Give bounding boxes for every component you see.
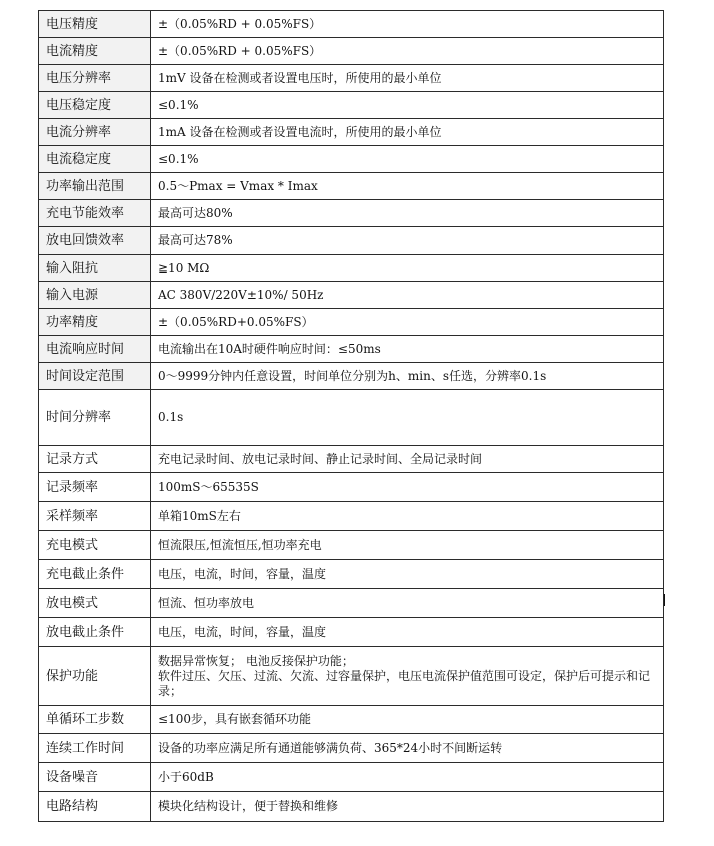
row-label: 单循环工步数 [39, 706, 151, 734]
table-row [39, 282, 664, 309]
row-value: 充电记录时间、放电记录时间、静止记录时间、全局记录时间 [151, 446, 664, 473]
table-row [39, 173, 664, 200]
row-value: 1mV 设备在检测或者设置电压时，所使用的最小单位 [151, 65, 664, 92]
table-row [39, 200, 664, 227]
row-label: 电压稳定度 [39, 92, 151, 119]
table-row [39, 792, 664, 822]
row-label: 充电模式 [39, 531, 151, 560]
row-label: 放电截止条件 [39, 618, 151, 647]
table-row [39, 706, 664, 734]
table-row [39, 734, 664, 763]
row-label: 电路结构 [39, 792, 151, 822]
text-cursor [664, 594, 665, 606]
row-value: ≧10 MΩ [151, 255, 664, 282]
row-value: 电压，电流，时间，容量，温度 [151, 560, 664, 589]
table-row [39, 255, 664, 282]
table-row [39, 647, 664, 706]
table-row [39, 473, 664, 502]
table-row [39, 363, 664, 390]
row-value: ±（0.05%RD+0.05%FS） [151, 309, 664, 336]
row-value: ≤100步，具有嵌套循环功能 [151, 706, 664, 734]
row-value: 设备的功率应满足所有通道能够满负荷、365*24小时不间断运转 [151, 734, 664, 763]
table-row [39, 146, 664, 173]
table-row [39, 227, 664, 255]
table-row [39, 11, 664, 38]
row-label: 功率精度 [39, 309, 151, 336]
table-row [39, 65, 664, 92]
table-row [39, 336, 664, 363]
row-value: 最高可达80% [151, 200, 664, 227]
row-label: 放电回馈效率 [39, 227, 151, 255]
row-label: 放电模式 [39, 589, 151, 618]
table-row [39, 309, 664, 336]
row-label: 时间分辨率 [39, 390, 151, 446]
table-row [39, 92, 664, 119]
table-row [39, 502, 664, 531]
row-label: 设备噪音 [39, 763, 151, 792]
row-label: 充电节能效率 [39, 200, 151, 227]
row-label: 充电截止条件 [39, 560, 151, 589]
row-label: 记录方式 [39, 446, 151, 473]
table-row [39, 618, 664, 647]
row-value: 单箱10mS左右 [151, 502, 664, 531]
row-value: 1mA 设备在检测或者设置电流时，所使用的最小单位 [151, 119, 664, 146]
row-value: 模块化结构设计，便于替换和维修 [151, 792, 664, 822]
row-label: 采样频率 [39, 502, 151, 531]
row-label: 功率输出范围 [39, 173, 151, 200]
table-row [39, 119, 664, 146]
row-value: 小于60dB [151, 763, 664, 792]
row-value: 最高可达78% [151, 227, 664, 255]
row-value: 100mS～65535S [151, 473, 664, 502]
row-label: 电压分辨率 [39, 65, 151, 92]
row-label: 电流稳定度 [39, 146, 151, 173]
row-label: 输入阻抗 [39, 255, 151, 282]
spec-table [38, 10, 664, 822]
row-label: 电流精度 [39, 38, 151, 65]
row-value: 0.1s [151, 390, 664, 446]
row-label: 保护功能 [39, 647, 151, 706]
row-value: 0～9999分钟内任意设置，时间单位分别为h、min、s任选，分辨率0.1s [151, 363, 664, 390]
row-value: 0.5～Pmax = Vmax * Imax [151, 173, 664, 200]
row-label: 输入电源 [39, 282, 151, 309]
table-row [39, 531, 664, 560]
row-value: ±（0.05%RD + 0.05%FS） [151, 11, 664, 38]
table-row [39, 763, 664, 792]
row-label: 电压精度 [39, 11, 151, 38]
table-row [39, 390, 664, 446]
row-value: ±（0.05%RD + 0.05%FS） [151, 38, 664, 65]
row-value: AC 380V/220V±10%/ 50Hz [151, 282, 664, 309]
row-value: 电流输出在10A时硬件响应时间：≤50ms [151, 336, 664, 363]
table-row [39, 589, 664, 618]
row-value: ≤0.1% [151, 146, 664, 173]
row-label: 时间设定范围 [39, 363, 151, 390]
row-value: 数据异常恢复； 电池反接保护功能； 软件过压、欠压、过流、欠流、过容量保护，电压电流保护值范围可设定，保护后可提示和记录； [151, 647, 664, 706]
table-row [39, 446, 664, 473]
row-value: 恒流、恒功率放电 [151, 589, 664, 618]
row-label: 电流响应时间 [39, 336, 151, 363]
row-label: 连续工作时间 [39, 734, 151, 763]
row-value: 恒流限压,恒流恒压,恒功率充电 [151, 531, 664, 560]
table-row [39, 38, 664, 65]
row-label: 电流分辨率 [39, 119, 151, 146]
row-label: 记录频率 [39, 473, 151, 502]
row-value: ≤0.1% [151, 92, 664, 119]
row-value: 电压，电流，时间，容量，温度 [151, 618, 664, 647]
table-row [39, 560, 664, 589]
